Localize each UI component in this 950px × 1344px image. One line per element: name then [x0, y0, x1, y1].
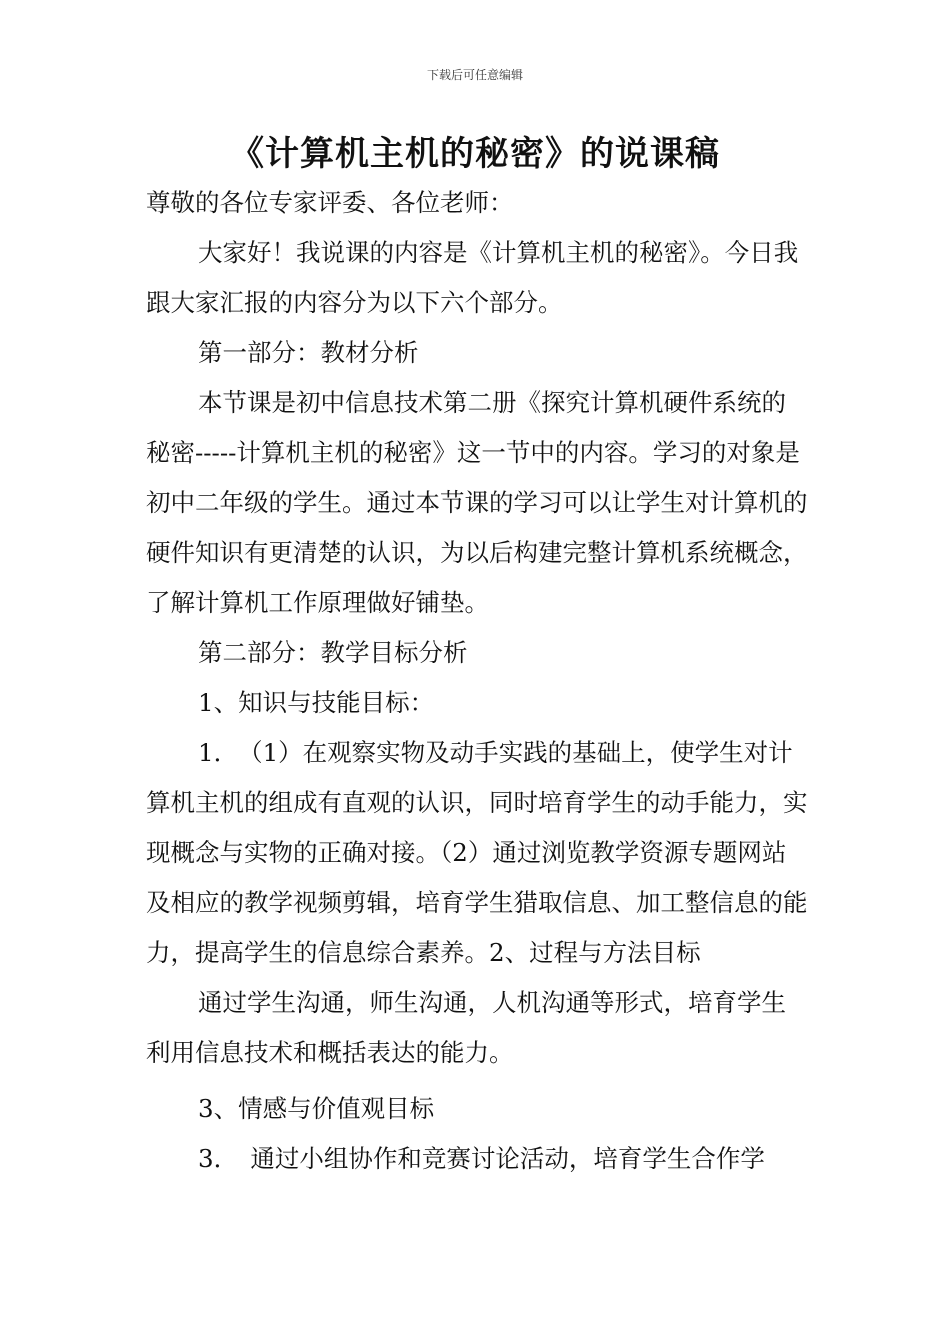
- header-note: 下载后可任意编辑: [426, 68, 523, 82]
- subheading-emotion-values: 3、情感与价值观目标: [198, 1094, 435, 1123]
- salutation: 尊敬的各位专家评委、各位老师：: [146, 188, 514, 217]
- paragraph-emotion-values: 3． 通过小组协作和竞赛讨论活动，培育学生合作学: [198, 1144, 765, 1173]
- paragraph-process-method: 通过学生沟通，师生沟通，人机沟通等形式，培育学生利用信息技术和概括表达的能力。: [146, 988, 786, 1067]
- paragraph-intro: 大家好！我说课的内容是《计算机主机的秘密》。今日我跟大家汇报的内容分为以下六个部分。: [146, 238, 799, 317]
- paragraph-textbook-analysis: 本节课是初中信息技术第二册《探究计算机硬件系统的秘密-----计算机主机的秘密》这一节中的内容。学习的对象是初中二年级的学生。通过本节课的学习可以让学生对计算机的硬件知识有更清楚的认识，为以后构建完整计算机系统概念，了解计算机工作原理做好铺垫。: [146, 388, 808, 617]
- paragraph-knowledge-skills: 1． （1）在观察实物及动手实践的基础上，使学生对计算机主机的组成有直观的认识，同时培育学生的动手能力，实现概念与实物的正确对接。（2）通过浏览教学资源专题网站及相应的教学视频剪辑，培育学生猎取信息、加工整信息的能力，提高学生的信息综合素养。2、过程与方法目标: [146, 738, 808, 967]
- section-heading-1: 第一部分：教材分析: [198, 338, 419, 367]
- subheading-knowledge-skills: 1、知识与技能目标：: [198, 688, 435, 717]
- section-heading-2: 第二部分：教学目标分析: [198, 638, 468, 667]
- document-title: 《计算机主机的秘密》的说课稿: [230, 134, 720, 174]
- document-body: [146, 178, 810, 1184]
